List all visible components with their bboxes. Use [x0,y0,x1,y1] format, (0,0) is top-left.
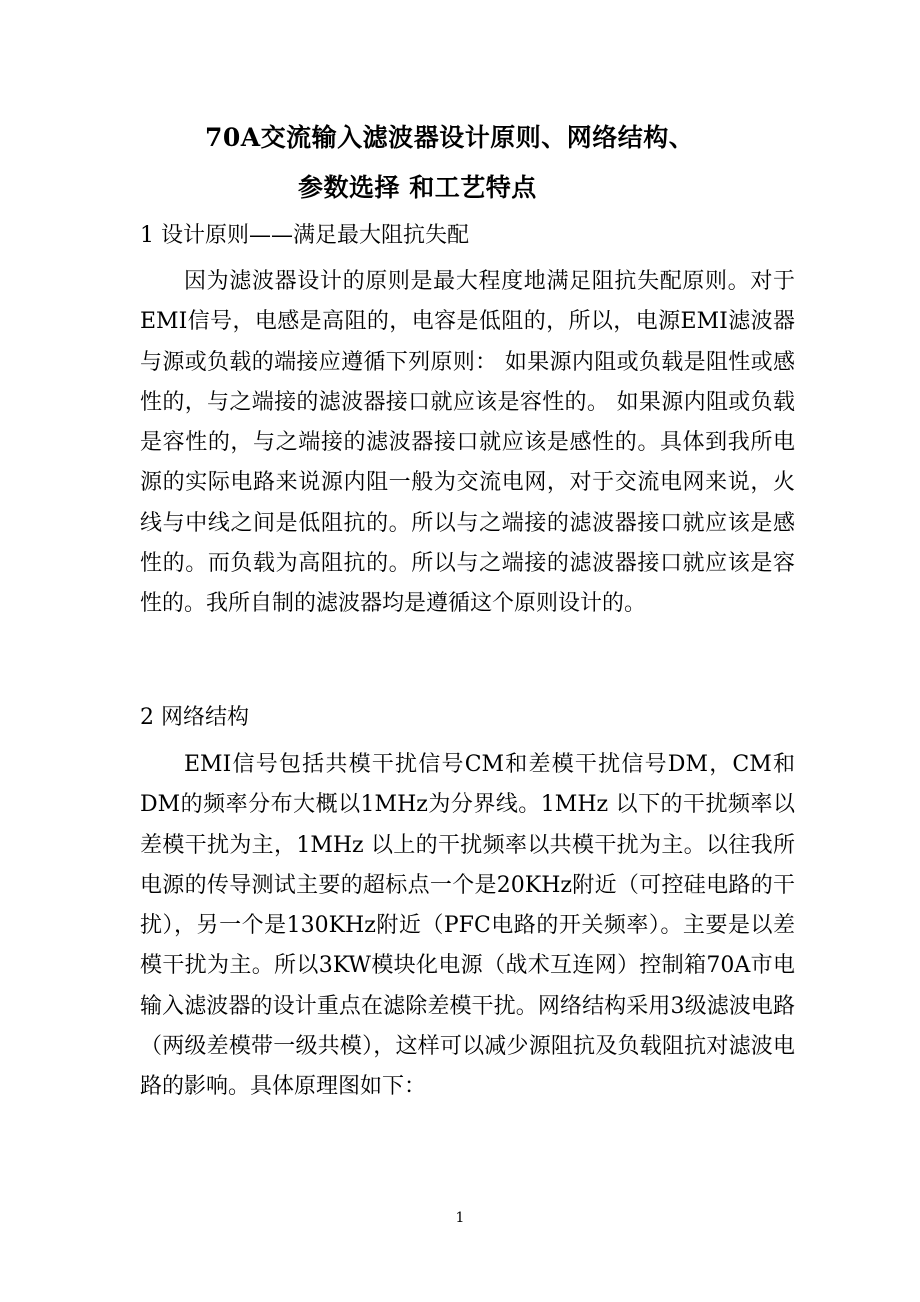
section-2-paragraph: EMI信号包括共模干扰信号CM和差模干扰信号DM，CM和DM的频率分布大概以1MHz为分界线。1MHz 以下的干扰频率以差模干扰为主，1MHz 以上的干扰频率以共模干扰为主。以往我所电源的传导测试主要的超标点一个是20KHz附近（可控硅电路的干扰），另一个是130KHz附近（PFC电路的开关频率）。主要是以差模干扰为主。所以3KW模块化电源（战术互连网）控制箱70A市电输入滤波器的设计重点在滤除差模干扰。网络结构采用3级滤波电路（两级差模带一级共模），这样可以减少源阻抗及负载阻抗对滤波电路的影响。具体原理图如下： [140,752,795,1100]
section-1-heading: 1 设计原则——满足最大阻抗失配 [140,223,469,248]
section-2-heading: 2 网络结构 [140,705,249,730]
document-title-line-1: 70A交流输入滤波器设计原则、网络结构、 [205,123,695,152]
document-title-line-2: 参数选择 和工艺特点 [298,173,537,202]
page-number: 1 [455,1210,465,1226]
section-1-paragraph: 因为滤波器设计的原则是最大程度地满足阻抗失配原则。对于EMI信号，电感是高阻的，电容是低阻的，所以，电源EMI滤波器与源或负载的端接应遵循下列原则： 如果源内阻或负载是阻性或感性的，与之端接的滤波器接口就应该是容性的。 如果源内阻或负载是容性的，与之端接的滤波器接口就应该是感性的。具体到我所电源的实际电路来说源内阻一般为交流电网，对于交流电网来说，火线与中线之间是低阻抗的。所以与之端接的滤波器接口就应该是感性的。而负载为高阻抗的。所以与之端接的滤波器接口就应该是容性的。我所自制的滤波器均是遵循这个原则设计的。 [140,269,795,617]
